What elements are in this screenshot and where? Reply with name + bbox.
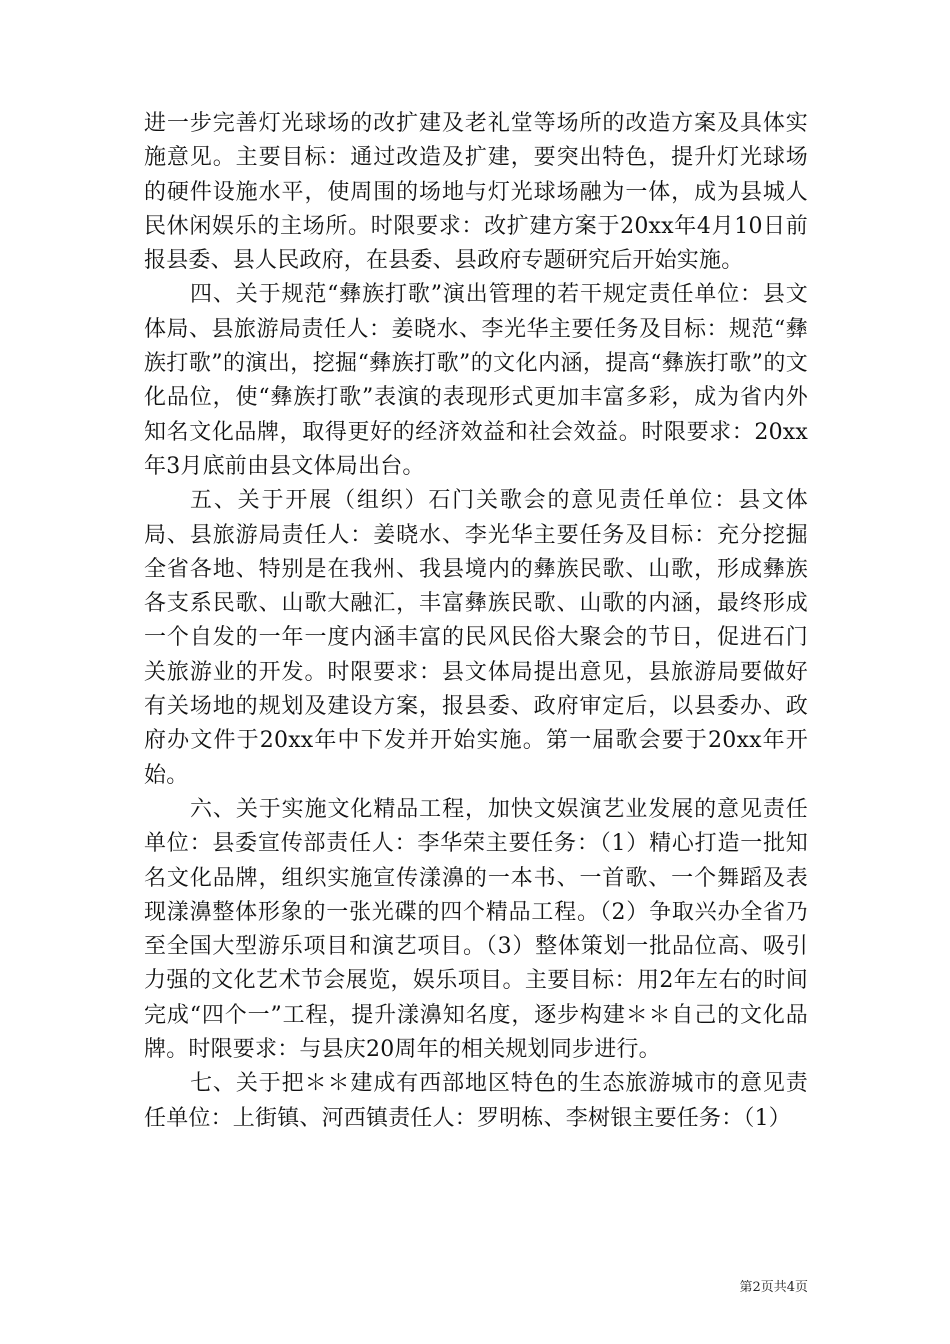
paragraph-section-four: 四、关于规范“彝族打歌”演出管理的若干规定责任单位：县文体局、县旅游局责任人：姜晓水、李光华主要任务及目标：规范“彝族打歌”的演出，挖掘“彝族打歌”的文化内涵，提高“彝族打歌”的文化品位，使“彝族打歌”表演的表现形式更加丰富多彩，成为省内外知名文化品牌，取得更好的经济效益和社会效益。时限要求：20xx年3月底前由县文体局出台。	[144, 282, 808, 479]
document-body	[144, 107, 808, 1136]
paragraph-section-six: 六、关于实施文化精品工程，加快文娱演艺业发展的意见责任单位：县委宣传部责任人：李华荣主要任务：（1）精心打造一批知名文化品牌，组织实施宣传漾濞的一本书、一首歌、一个舞蹈及表现漾濞整体形象的一张光碟的四个精品工程。（2）争取兴办全省乃至全国大型游乐项目和演艺项目。（3）整体策划一批品位高、吸引力强的文化艺术节会展览，娱乐项目。主要目标：用2年左右的时间完成“四个一”工程，提升漾濞知名度，逐步构建＊＊自己的文化品牌。时限要求：与县庆20周年的相关规划同步进行。	[144, 796, 808, 1063]
paragraph-section-five: 五、关于开展（组织）石门关歌会的意见责任单位：县文体局、县旅游局责任人：姜晓水、李光华主要任务及目标：充分挖掘全省各地、特别是在我州、我县境内的彝族民歌、山歌，形成彝族各支系民歌、山歌大融汇，丰富彝族民歌、山歌的内涵，最终形成一个自发的一年一度内涵丰富的民风民俗大聚会的节日，促进石门关旅游业的开发。时限要求：县文体局提出意见，县旅游局要做好有关场地的规划及建设方案，报县委、政府审定后，以县委办、政府办文件于20xx年中下发并开始实施。第一届歌会要于20xx年开始。	[144, 488, 808, 788]
paragraph-continuation: 进一步完善灯光球场的改扩建及老礼堂等场所的改造方案及具体实施意见。主要目标：通过改造及扩建，要突出特色，提升灯光球场的硬件设施水平，使周围的场地与灯光球场融为一体，成为县城人民休闲娱乐的主场所。时限要求：改扩建方案于20xx年4月10日前报县委、县人民政府，在县委、县政府专题研究后开始实施。	[144, 111, 808, 274]
page-number: 第2页共4页	[739, 1280, 808, 1295]
paragraph-section-seven: 七、关于把＊＊建成有西部地区特色的生态旅游城市的意见责任单位：上街镇、河西镇责任人：罗明栋、李树银主要任务：（1）	[144, 1071, 808, 1131]
